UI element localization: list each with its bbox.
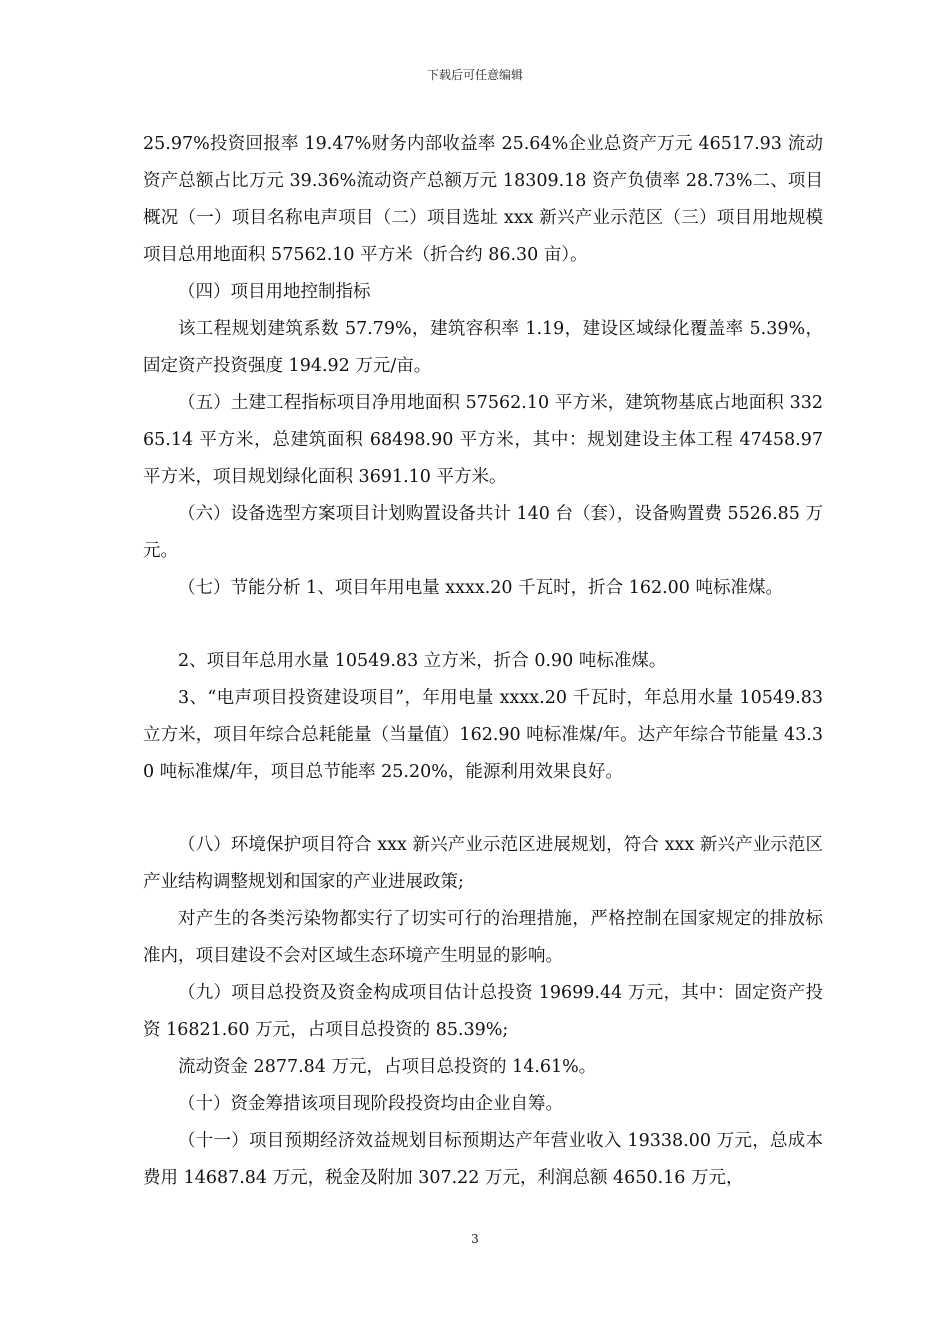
paragraph-economic-benefit: （十一）项目预期经济效益规划目标预期达产年营业收入 19338.00 万元，总成本费用 14687.84 万元，税金及附加 307.22 万元，利润总额 4650.16 万元，	[143, 1131, 823, 1188]
paragraph-gap	[143, 791, 823, 827]
paragraph-water-use: 2、项目年总用水量 10549.83 立方米，折合 0.90 吨标准煤。	[178, 651, 667, 671]
paragraph-gap	[143, 607, 823, 643]
paragraph-fund-raising: （十）资金筹措该项目现阶段投资均由企业自筹。	[178, 1094, 563, 1114]
paragraph-civil-engineering: （五）土建工程指标项目净用地面积 57562.10 平方米，建筑物基底占地面积 33265.14 平方米，总建筑面积 68498.90 平方米，其中：规划建设主体工程 47458.97 平方米，项目规划绿化面积 3691.10 平方米。	[143, 393, 823, 487]
document-body	[143, 126, 823, 1197]
paragraph-energy-saving: （七）节能分析 1、项目年用电量 xxxx.20 千瓦时，折合 162.00 吨标准煤。	[178, 578, 783, 598]
paragraph-total-investment: （九）项目总投资及资金构成项目估计总投资 19699.44 万元，其中：固定资产投资 16821.60 万元，占项目总投资的 85.39%;	[143, 983, 823, 1040]
paragraph-land-control-heading: （四）项目用地控制指标	[178, 282, 371, 302]
paragraph-environment: （八）环境保护项目符合 xxx 新兴产业示范区进展规划，符合 xxx 新兴产业示范区产业结构调整规划和国家的产业进展政策;	[143, 835, 823, 892]
page-number: 3	[471, 1232, 479, 1246]
paragraph-equipment: （六）设备选型方案项目计划购置设备共计 140 台（套），设备购置费 5526.85 万元。	[143, 504, 823, 561]
paragraph-land-control: 该工程规划建筑系数 57.79%，建筑容积率 1.19，建设区域绿化覆盖率 5.39%，固定资产投资强度 194.92 万元/亩。	[143, 319, 823, 376]
paragraph-pollution-control: 对产生的各类污染物都实行了切实可行的治理措施，严格控制在国家规定的排放标准内，项目建设不会对区域生态环境产生明显的影响。	[143, 909, 823, 966]
paragraph-working-capital: 流动资金 2877.84 万元，占项目总投资的 14.61%。	[178, 1057, 597, 1077]
page-header: 下载后可任意编辑	[426, 68, 523, 82]
paragraph-energy-summary: 3、“电声项目投资建设项目”，年用电量 xxxx.20 千瓦时，年总用水量 10549.83 立方米，项目年综合总耗能量（当量值）162.90 吨标准煤/年。达产年综合节能量 43.30 吨标准煤/年，项目总节能率 25.20%，能源利用效果良好。	[143, 688, 823, 782]
paragraph-investment-summary: 25.97%投资回报率 19.47%财务内部收益率 25.64%企业总资产万元 46517.93 流动资产总额占比万元 39.36%流动资产总额万元 18309.18 资产负债率 28.73%二、项目概况（一）项目名称电声项目（二）项目选址 xxx 新兴产业示范区（三）项目用地规模项目总用地面积 57562.10 平方米（折合约 86.30 亩）。	[143, 134, 823, 265]
